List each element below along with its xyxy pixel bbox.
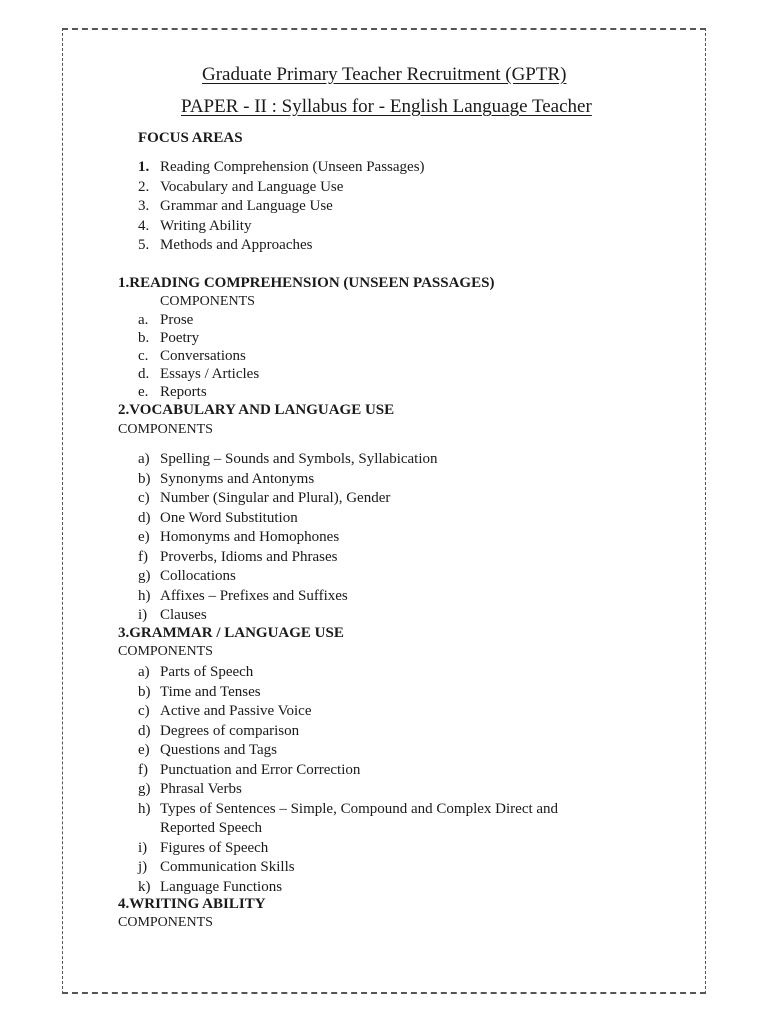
document-title: Graduate Primary Teacher Recruitment (GPTR)	[202, 64, 567, 85]
section-heading-grammar: 3.GRAMMAR / LANGUAGE USE	[118, 625, 344, 641]
paper-subtitle: PAPER - II : Syllabus for - English Language Teacher	[181, 96, 592, 117]
section-heading-reading: 1.READING COMPREHENSION (UNSEEN PASSAGES)	[118, 275, 495, 291]
focus-areas-heading: FOCUS AREAS	[138, 130, 243, 146]
components-label: COMPONENTS	[118, 422, 213, 437]
section-heading-writing: 4.WRITING ABILITY	[118, 896, 266, 912]
components-label: COMPONENTS	[160, 294, 255, 309]
section-heading-vocabulary: 2.VOCABULARY AND LANGUAGE USE	[118, 402, 395, 418]
components-label: COMPONENTS	[118, 915, 213, 930]
components-label: COMPONENTS	[118, 644, 213, 659]
